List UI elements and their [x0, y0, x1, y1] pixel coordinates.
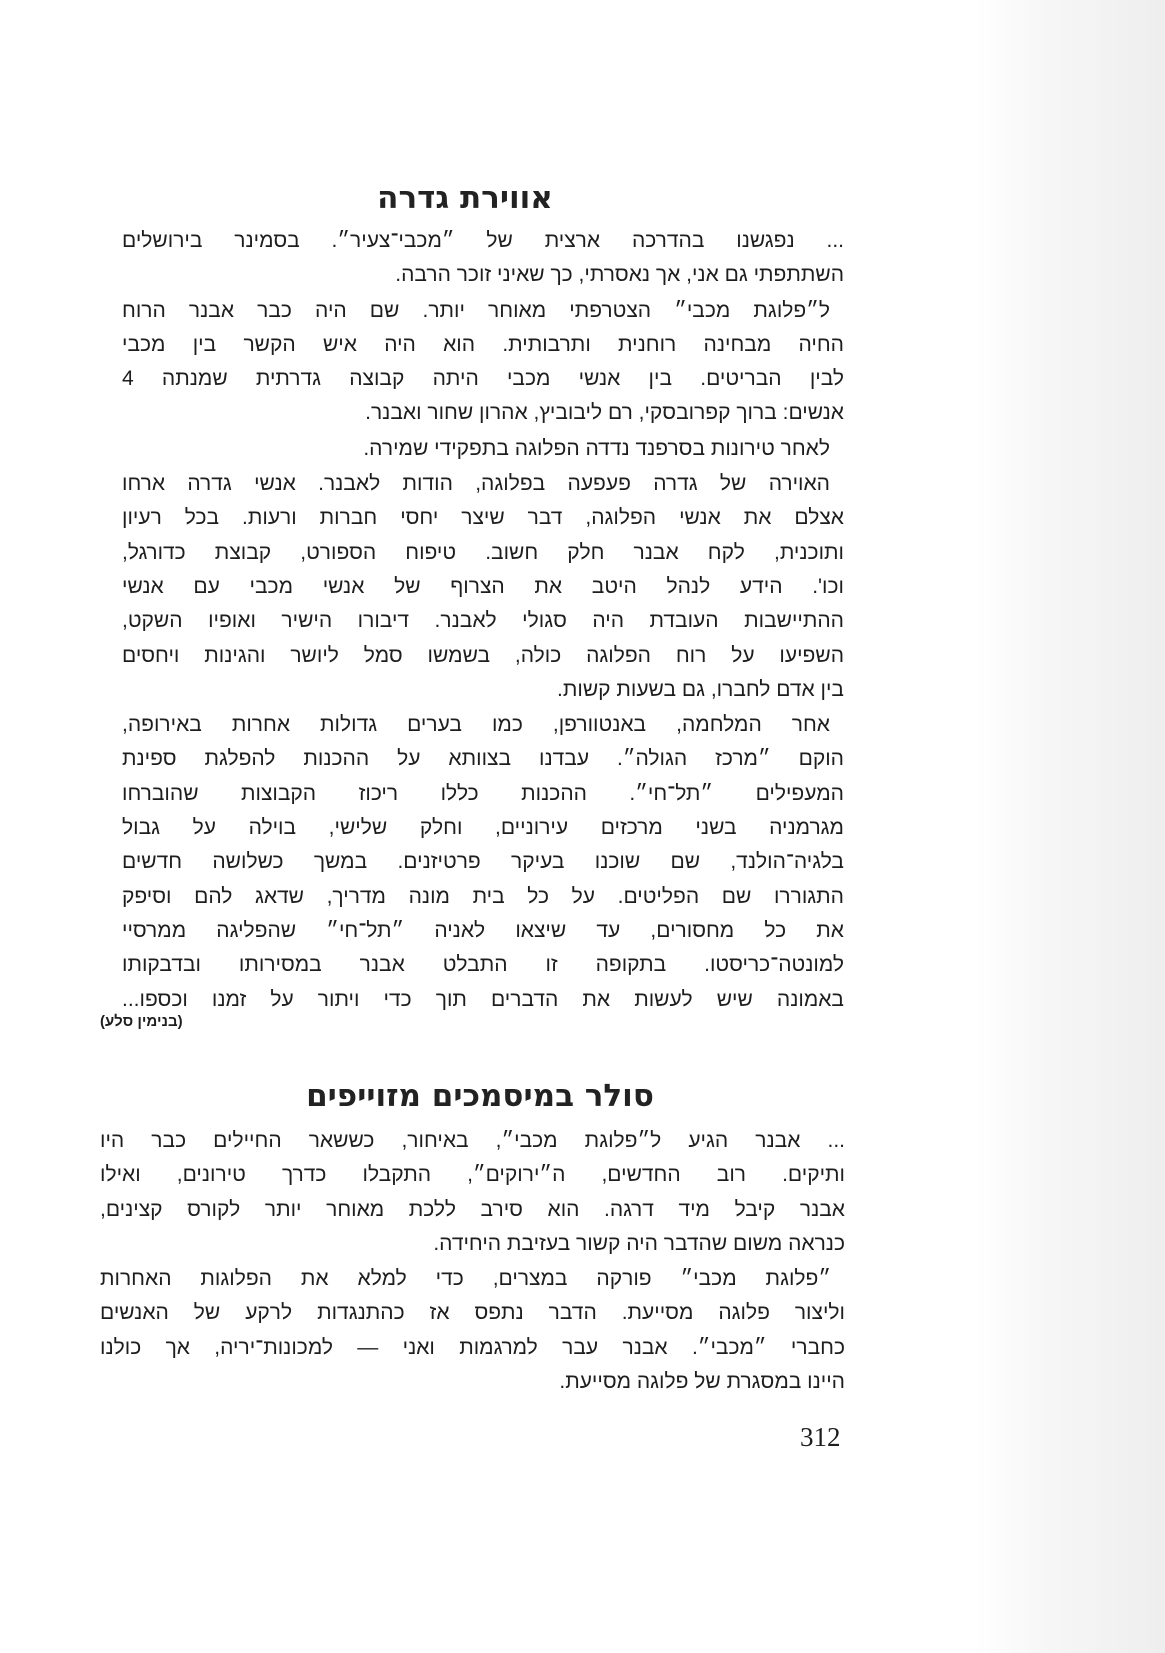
paragraph: [122, 467, 844, 707]
text-line: ההתיישבות העובדת היה סגולי לאבנר. דיבורו הישיר ואופיו השקט,: [122, 609, 844, 633]
text-line: הוקם ״מרכז הגולה״. עבדנו בצוותא על ההכנות להפלגת ספינת: [122, 747, 844, 771]
paragraph: [122, 294, 844, 431]
text-line: באמונה שיש לעשות את הדברים תוך כדי ויתור על זמנו וכספו...: [122, 987, 844, 1011]
paragraph: [100, 1124, 845, 1261]
text-line: כחברי ״מכבי״. אבנר עבר למרגמות ואני — למכונות־יריה, אך כולנו: [100, 1335, 845, 1359]
paragraph: [100, 1262, 845, 1399]
text-line: אחר המלחמה, באנטוורפן, כמו בערים גדולות אחרות באירופה,: [122, 713, 830, 737]
text-line: בין אדם לחברו, גם בשעות קשות.: [557, 677, 844, 701]
text-line: ... נפגשנו בהדרכה ארצית של ״מכבי־צעיר״. בסמינר בירושלים: [122, 229, 844, 252]
text-line: המעפילים ״תל־חי״. ההכנות כללו ריכוז הקבוצות שהוברחו: [122, 781, 844, 805]
text-line: וליצור פלוגה מסייעת. הדבר נתפס אז כהתנגדות לרקע של האנשים: [100, 1301, 845, 1325]
text-line: ... אבנר הגיע ל״פלוגת מכבי״, באיחור, כששאר החיילים כבר היו: [100, 1129, 845, 1152]
paragraph: [122, 224, 844, 293]
section-1-body: [122, 224, 844, 1018]
text-line: לבין הבריטים. בין אנשי מכבי היתה קבוצה גדרתית שמנתה 4: [122, 367, 844, 391]
text-line: ותוכנית, לקח אבנר חלק חשוב. טיפוח הספורט, קבוצת כדורגל,: [122, 540, 844, 564]
paragraph: [122, 708, 844, 1017]
text-line: בלגיה־הולנד, שם שוכנו בעיקר פרטיזנים. במשך כשלושה חדשים: [122, 850, 844, 874]
text-line: לאחר טירונות בסרפנד נדדה הפלוגה בתפקידי שמירה.: [363, 436, 830, 460]
text-line: התגוררו שם הפליטים. על כל בית מונה מדריך, שדאג להם וסיפק: [122, 884, 844, 908]
text-line: השפיעו על רוח הפלוגה כולה, בשמשו סמל ליושר והגינות ויחסים: [122, 643, 844, 667]
text-line: היינו במסגרת של פלוגה מסייעת.: [559, 1370, 845, 1394]
text-line: למונטה־כריסטו. בתקופה זו התבלט אבנר במסירותו ובדבקותו: [122, 953, 844, 977]
text-line: מגרמניה בשני מרכזים עירוניים, וחלק שלישי, בוילה על גבול: [122, 816, 844, 840]
text-line: אנשים: ברוך קפרובסקי, רם ליבוביץ, אהרון שחור ואבנר.: [365, 401, 844, 425]
text-line: ״פלוגת מכבי״ פורקה במצרים, כדי למלא את הפלוגות האחרות: [100, 1267, 831, 1291]
text-line: אבנר קיבל מיד דרגה. הוא סירב ללכת מאוחר יותר לקורס קצינים,: [100, 1197, 845, 1221]
text-line: ותיקים. רוב החדשים, ה״ירוקים״, התקבלו כדרך טירונים, ואילו: [100, 1163, 845, 1187]
page-number: 312: [800, 1422, 841, 1452]
text-line: כנראה משום שהדבר היה קשור בעזיבת היחידה.: [433, 1231, 845, 1255]
section-2-title: סולר במיסמכים מזוייפים: [306, 1078, 654, 1114]
attribution: (בנימין סלע): [100, 1013, 183, 1030]
paragraph: [122, 432, 844, 466]
section-2-body: [100, 1124, 845, 1400]
page-edge-shadow: [975, 0, 1165, 1653]
text-line: השתתפתי גם אני, אך נאסרתי, כך שאיני זוכר הרבה.: [395, 263, 844, 287]
text-line: החיה מבחינה רוחנית ותרבותית. הוא היה איש הקשר בין מכבי: [122, 332, 844, 356]
text-line: וכו'. הידע לנהל היטב את הצרוף של אנשי מכבי עם אנשי: [122, 574, 844, 598]
text-line: ל״פלוגת מכבי״ הצטרפתי מאוחר יותר. שם היה כבר אבנר הרוח: [122, 298, 830, 322]
text-line: את כל מחסורים, עד שיצאו לאניה ״תל־חי״ שהפליגה ממרסיי: [122, 918, 844, 942]
text-line: האוירה של גדרה פעפעה בפלוגה, הודות לאבנר. אנשי גדרה ארחו: [122, 472, 830, 496]
section-1-title: אווירת גדרה: [377, 180, 553, 216]
text-line: אצלם את אנשי הפלוגה, דבר שיצר יחסי חברות ורעות. בכל רעיון: [122, 506, 844, 530]
